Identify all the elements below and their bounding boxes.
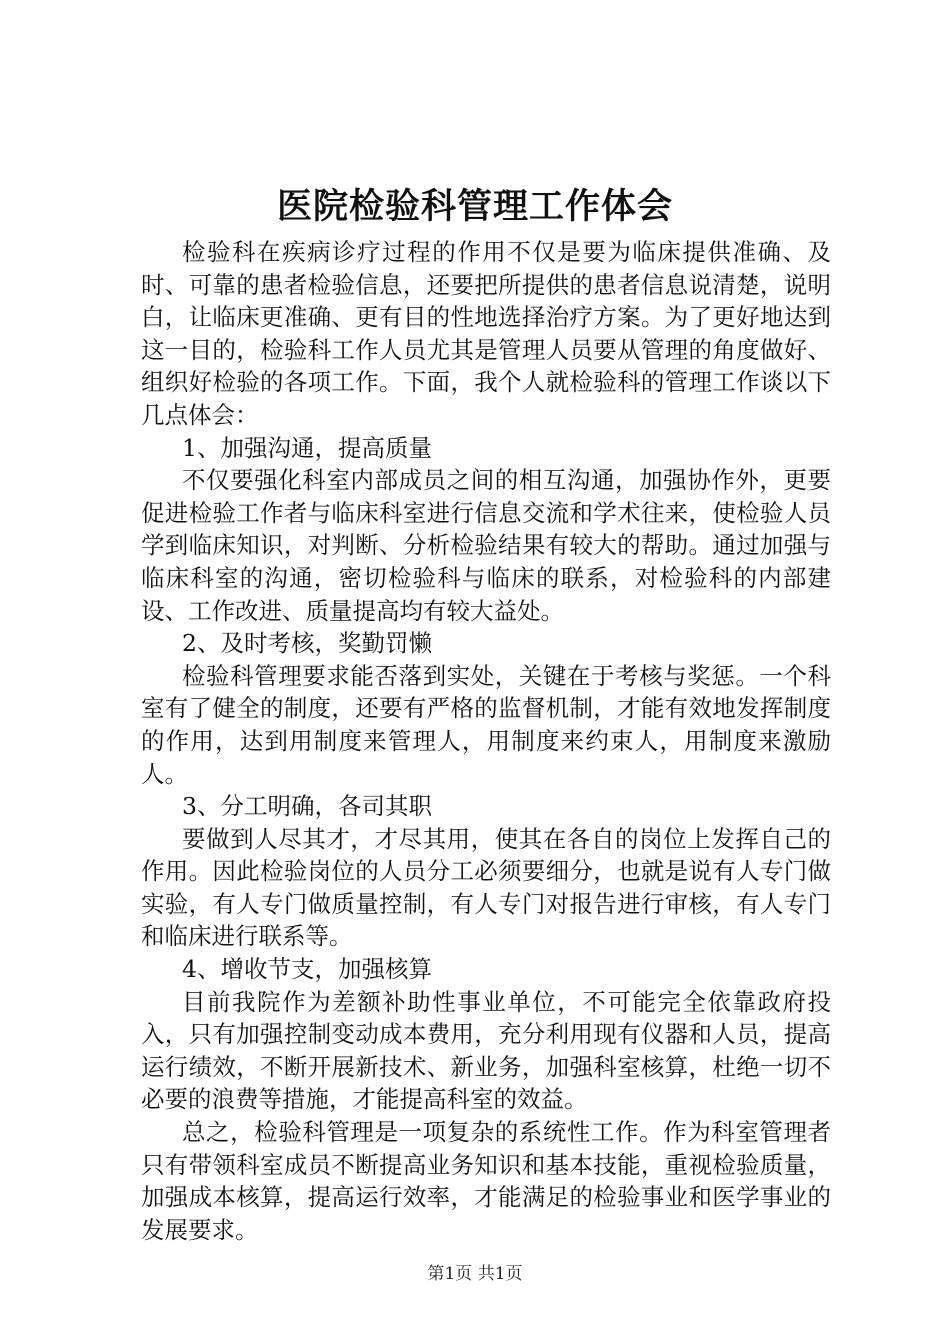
paragraph-cost-accounting: 目前我院作为差额补助性事业单位，不可能完全依靠政府投入，只有加强控制变动成本费用，充分利用现有仪器和人员，提高运行绩效，不断开展新技术、新业务，加强科室核算，杜绝一切不必要的浪费等措施，才能提高科室的效益。	[141, 987, 831, 1114]
document-body	[141, 236, 831, 1246]
paragraph-division-of-labor: 要做到人尽其才，才尽其用，使其在各自的岗位上发挥自己的作用。因此检验岗位的人员分工必须要细分，也就是说有人专门做实验，有人专门做质量控制，有人专门对报告进行审核，有人专门和临床进行联系等。	[141, 824, 831, 951]
paragraph-communication: 不仅要强化科室内部成员之间的相互沟通，加强协作外，更要促进检验工作者与临床科室进行信息交流和学术往来，使检验人员学到临床知识，对判断、分析检验结果有较大的帮助。通过加强与临床科室的沟通，密切检验科与临床的联系，对检验科的内部建设、工作改进、质量提高均有较大益处。	[141, 466, 831, 625]
document-title: 医院检验科管理工作体会	[276, 186, 673, 227]
page-number-footer: 第1页 共1页	[427, 1264, 523, 1284]
paragraph-conclusion: 总之，检验科管理是一项复杂的系统性工作。作为科室管理者只有带领科室成员不断提高业务知识和基本技能，重视检验质量，加强成本核算，提高运行效率，才能满足的检验事业和医学事业的发展要求。	[141, 1118, 831, 1244]
paragraph-assessment: 检验科管理要求能否落到实处，关键在于考核与奖惩。一个科室有了健全的制度，还要有严格的监督机制，才能有效地发挥制度的作用，达到用制度来管理人，用制度来约束人，用制度来激励人。	[141, 661, 831, 788]
section-heading-4: 4、增收节支，加强核算	[182, 955, 432, 984]
section-heading-2: 2、及时考核，奖勤罚懒	[182, 629, 432, 658]
paragraph-intro: 检验科在疾病诊疗过程的作用不仅是要为临床提供准确、及时、可靠的患者检验信息，还要把所提供的患者信息说清楚，说明白，让临床更准确、更有目的性地选择治疗方案。为了更好地达到这一目的，检验科工作人员尤其是管理人员要从管理的角度做好、组织好检验的各项工作。下面，我个人就检验科的管理工作谈以下几点体会：	[141, 238, 831, 429]
section-heading-1: 1、加强沟通，提高质量	[182, 433, 432, 462]
section-heading-3: 3、分工明确，各司其职	[182, 792, 432, 821]
